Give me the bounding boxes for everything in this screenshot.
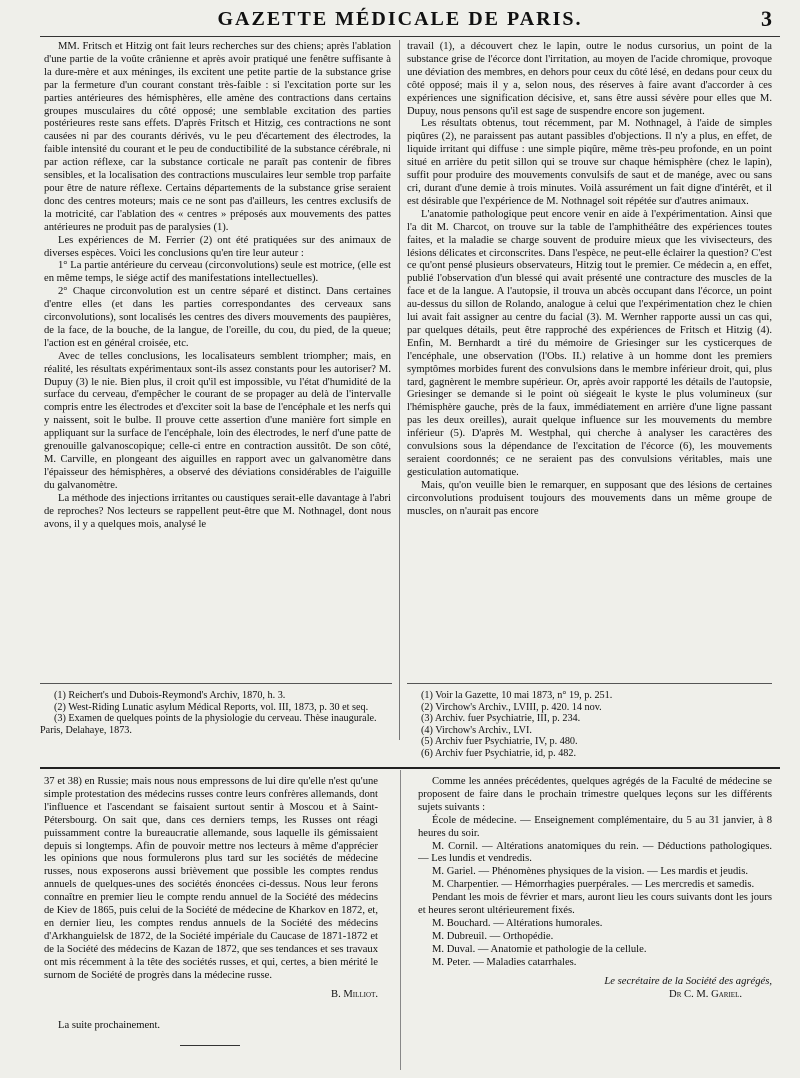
paragraph: MM. Fritsch et Hitzig ont fait leurs recherches sur des chiens; après l'ablation d'une partie de la voûte crânienne et après avoir pratiqué une fenêtre suffisante à la dure-mère et aux méninges, ils excitent une petite partie de la substance grise par la fermeture d'un courant constant très-faible : si l'excitation porte sur les parties antérieures des hémisphères, elle amène des contractions dans certains groupes musculaires du côté opposé; une semblable excitation des parties postérieures reste sans effets. D'après Fritsch et Hitzig, ces contractions ne sont causées ni par des courants dérivés, vu le peu d'écartement des électrodes, la faible intensité du courant et le peu de conductibilité de la substance cérébrale, ni par action réflexe, car la substance corticale ne paraît pas contenir de fibres sensibles, et la localisation des contractions musculaires leur semble trop parfaite pour être de nature réflexe. Certains départements de la substance grise seraient donc des centres moteurs; mais ce ne sont pas d'ailleurs, les centres exclusifs de la motricité, car l'ablation des « centres » préposés aux mouvements des pattes antérieures ne produit pas de paralysies (1). [44,41,391,233]
paragraph: Pendant les mois de février et mars, auront lieu les cours suivants dont les jours et heures seront ultérieurement fixés. [418,892,772,917]
bottom-left-article [44,776,378,1006]
paragraph: Avec de telles conclusions, les localisateurs semblent triompher; mais, en réalité, les résultats expérimentaux sont-ils assez constants pour les autoriser? M. Dupuy (3) le nie. Bien plus, il croit qu'il est impossible, vu l'état d'humidité de la surface du cerveau, d'empêcher le courant de se propager au delà de l'intervalle compris entre les électrodes et d'exciter soit la base de l'encéphale et les nerfs qui y naissent, soit le bulbe. Il prouve cette assertion d'une manière fort simple en appliquant sur la surface de l'encéphale, loin des électrodes, le nerf d'une patte de grenouille galvanoscopique; celle-ci entre en contraction aussitôt. De son côté, M. Carville, en plongeant des aiguilles en rapport avec un galvanomètre dans l'épaisseur des hémisphères, a observé des déviations considérables de l'aiguille du galvanomètre. [44,350,391,491]
course-item: M. Duval. — Anatomie et pathologie de la cellule. [432,943,647,955]
page-number: 3 [761,6,772,31]
paragraph: Mais, qu'on veuille bien le remarquer, en supposant que des lésions de certaines circonvolutions produisent toujours des mouvements dans un même groupe de muscles, on n'aurait pas encore [407,479,772,517]
continued-note: La suite prochainement. [58,1020,161,1031]
signature: Dr C. M. Gariel. [669,988,742,1000]
footnote: (6) Archiv fuer Psychiatrie, id, p. 482. [421,747,577,759]
course-item: M. Gariel. — Phénomènes physiques de la vision. — Les mardis et jeudis. [432,866,748,878]
section-rule [40,767,780,769]
left-column [44,41,391,681]
secretary-line: Le secrétaire de la Société des agrégés, [604,975,772,987]
footnote: (1) Voir la Gazette, 10 mai 1873, n° 19, p. 251. [421,690,613,701]
paragraph: Les expériences de M. Ferrier (2) ont été pratiquées sur des animaux de diverses espèces. Voici les conclusions qu'en tire leur auteur : [44,234,391,259]
column-divider [400,770,401,1070]
paragraph: 1° La partie antérieure du cerveau (circonvolutions) seule est motrice, (elle est en même temps, le siége actif des manifestations intellectuelles). [44,260,391,285]
running-title: GAZETTE MÉDICALE DE PARIS. [217,8,583,30]
footnote: (2) Virchow's Archiv., LVIII, p. 420. 14 nov. [421,701,602,713]
course-item: M. Bouchard. — Altérations humorales. [432,917,603,929]
course-item: M. Peter. — Maladies catarrhales. [432,956,577,968]
signature: B. Milliot. [331,988,378,1000]
footnote: (3) Examen de quelques points de la physiologie du cerveau. Thèse inaugurale. Paris, Delahaye, 1873. [40,713,377,736]
course-item: M. Charpentier. — Hémorrhagies puerpérales. — Les mercredis et samedis. [432,879,755,891]
paragraph: 37 et 38) en Russie; mais nous nous empressons de lui dire qu'elle n'est qu'une simple protestation des médecins russes contre leurs confrères allemands, dont l'influence et l'ascendant se faisaient surtout sentir à Moscou et à Saint-Pétersbourg. On sait que, dans ces derniers temps, les Russes ont réagi puissamment contre la bureaucratie allemande, sous laquelle ils gémissaient depuis si longtemps. Afin de pouvoir mettre nos lecteurs à même d'apprécier les opinions que nous formulerons plus tard sur les sociétés de médecine russes, nous exposerons aussi brièvement que possible les comptes rendus annuels de quelques-unes des sociétés énoncées ci-dessus. Nous leur ferons connaître en premier lieu le compte rendu annuel de la Société des médecins de Kiev de 1865, puis celui de la Société de médecine de Kharkov en 1872, et, en dernier lieu, les comptes rendus annuels de la Société des médecins d'Arkhanguielsk de 1872, de la Société impériale du Caucase de 1871-1872 et de la Société des médecins de Kazan de 1872, que ses tendances et ses travaux ont mis récemment à la tête des sociétés russes, et qui, certes, a bien mérité le surnom de Société de progrès dans la médecine russe. [44,776,378,981]
footnote: (4) Virchow's Archiv., LVI. [421,724,532,736]
footnote: (1) Reichert's und Dubois-Reymond's Archiv, 1870, h. 3. [54,690,286,701]
footnote: (5) Archiv fuer Psychiatrie, IV, p. 480. [421,736,578,748]
paragraph: travail (1), a découvert chez le lapin, outre le nodus cursorius, un point de la substance grise de l'écorce dont l'irritation, au moyen de l'acide chromique, provoque une déviation des membres, en dehors pour ceux du côté lésé, en dedans pour ceux du côté opposé; mais il y a, selon nous, des réserves à faire avant d'accorder à ces expériences une signification décisive, et, sans être aussi sévère pour elles que M. Dupuy, nous pensons qu'il est sage de suspendre encore son jugement. [407,41,772,117]
course-item: M. Dubreuil. — Orthopédie. [432,930,554,942]
paragraph: Comme les années précédentes, quelques agrégés de la Faculté de médecine se proposent de faire dans le prochain trimestre quelques leçons sur les différents sujets suivants : [418,776,772,813]
end-rule [180,1045,240,1046]
right-column [407,41,772,681]
footnotes-right [407,690,772,765]
course-item: M. Cornil. — Altérations anatomiques du rein. — Déductions pathologiques. — Les lundis et vendredis. [418,840,772,865]
bottom-right-announcement [418,776,772,1056]
column-divider [399,40,400,740]
footnote-rule [40,683,392,684]
footnote: (2) West-Riding Lunatic asylum Médical Reports, vol. III, 1873, p. 30 et seq. [54,701,369,713]
paragraph: 2° Chaque circonvolution est un centre séparé et distinct. Dans certaines d'entre elles (et dans les parties correspondantes des cerveaux sans circonvolutions), sont localisés les centres des divers mouvements des paupières, de la face, de la bouche, de la langue, de l'oreille, du cou, du pied, de la queue; l'action est en général croisée, etc. [44,286,391,349]
paragraph: La méthode des injections irritantes ou caustiques serait-elle davantage à l'abri de reproches? Nos lecteurs se rappellent peut-être que M. Nothnagel, dont nous avons, il y a quelques mois, analysé le [44,492,391,530]
header-rule [40,36,780,37]
footnote-rule [407,683,772,684]
paragraph: École de médecine. — Enseignement complémentaire, du 5 au 31 janvier, à 8 heures du soir. [418,814,772,839]
paragraph: L'anatomie pathologique peut encore venir en aide à l'expérimentation. Ainsi que l'a dit M. Charcot, on trouve sur la table de l'amphithéâtre des expériences toutes faites, et la maladie se charge souvent de produire mieux que les vivisecteurs, des lésions délicates et circonscrites. Dans l'espèce, ne peut-elle éclairer la question? C'est ce qu'ont pensé plusieurs observateurs, Hitzig tout le premier. Ce médecin a, en effet, publié l'observation d'un blessé qui avait présenté une contracture des muscles de la face et de la langue. A l'autopsie, il trouva un abcès occupant dans l'écorce, un point au-dessus du sillon de Rolando, analogue à celui que l'expérimentation chez le chien lui avait fait assigner au centre du facial (3). M. Wernher rapporte aussi un cas qui, par quelques détails, peut être rapproché des expériences de Fritsch et Hitzig (4). Enfin, M. Bernhardt a tiré du mémoire de Griesinger sur les cysticerques de l'encéphale, une observation (l'Obs. II.) relative à un homme dont les premiers symptômes morbides furent des convulsions dans le membre inférieur droit, qui, plus tard, gagnèrent le membre supérieur. Or, après avoir rapporté les détails de l'autopsie, Griesinger se demande si le point où siégeait le kyste le plus volumineux (sur l'hémisphère gauche, près de la faux, immédiatement en arrière d'une ligne passant pas les deux oreilles), aurait quelque influence sur les mouvements du membre inférieur (5). D'après M. Westphal, qui cherche à analyser les caractères des convulsions sous la dépendance de l'excitation de l'écorce (6), les mouvements seraient coordonnés; ce ne seraient pas des convulsions véritables, mais une gesticulation automatique. [407,208,772,478]
footnote: (3) Archiv. fuer Psychiatrie, III, p. 234. [421,713,581,725]
footnotes-left [40,690,392,762]
paragraph: Les résultats obtenus, tout récemment, par M. Nothnagel, à l'aide de simples piqûres (2), ne paraissent pas autant passibles d'objections. Il n'y a plus, en effet, de liquide irritant qui diffuse : une simple piqûre, même très-peu profonde, en un point situé en arrière du petit sillon qui se trouve sur chaque hémisphère (chez le lapin), suffit pour produire des mouvements convulsifs de saut et de manége, avec ou sans cri, durant d'une demie à trois minutes. Voilà assurément un fait digne d'intérêt, et il est désirable que l'expérience de M. Nothnagel soit répétée sur d'autres animaux. [407,118,772,207]
